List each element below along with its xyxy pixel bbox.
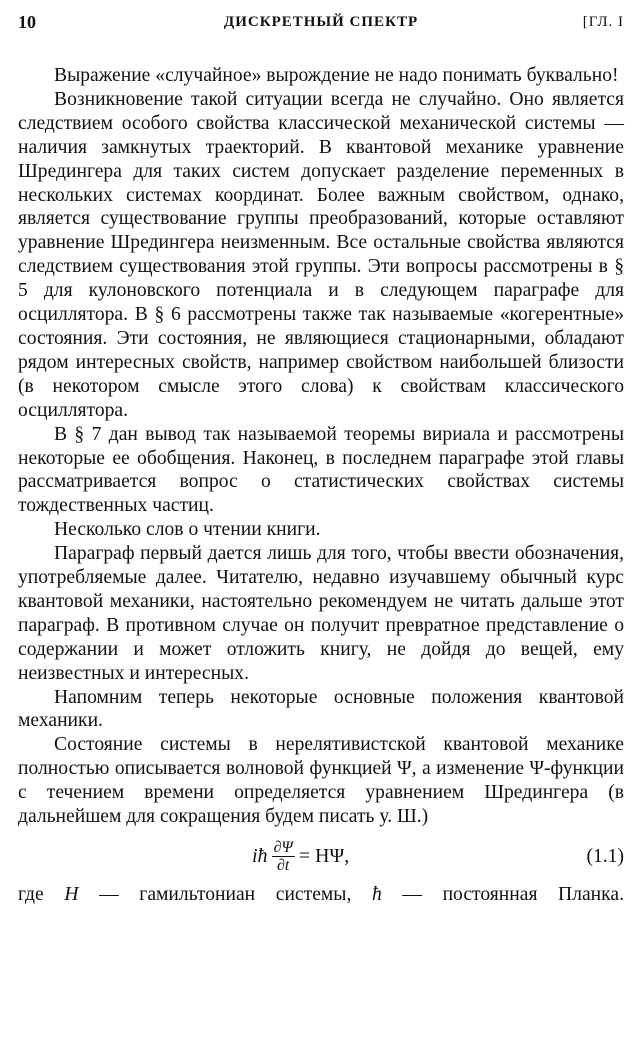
planck-symbol: ħ	[371, 884, 382, 905]
paragraph: Возникновение такой ситуации всегда не случайно. Оно является следствием особого свойства классической механической системы — наличия замкнутых траекторий. В квантовой механике уравнение Шредингера для таких систем допускает разделение переменных в нескольких системах координат. Более важным свойством, однако, является существование группы преобразований, которые оставляют уравнение Шредингера неизменным. Все остальные свойства являются следствием существования этой группы. Эти вопросы рассмотрены в § 5 для кулоновского потенциала и в следующем параграфе для осциллятора. В § 6 рассмотрены также так называемые «когерентные» состояния. Эти состояния, не являющиеся стационарными, обладают рядом интересных свойств, например свойством наибольшей близости (в некотором смысле этого слова) к свойствам классического осциллятора.	[18, 88, 624, 421]
closing-middle: — гамильтониан системы,	[99, 884, 352, 905]
paragraph: Выражение «случайное» вырождение не надо понимать буквально!	[54, 65, 619, 86]
paragraph: Состояние системы в нерелятивистской квантовой механике полностью описывается волновой функцией Ψ, а изменение Ψ-функции с течением времени определяется уравнением Шредингера (в дальнейшем для сокращения будем писать у. Ш.)	[18, 734, 624, 828]
fraction-denominator: ∂t	[276, 857, 290, 874]
closing-end: — постоянная Планка.	[402, 884, 624, 905]
running-head	[18, 8, 624, 36]
page-number: 10	[18, 12, 36, 32]
equation-row	[18, 833, 624, 879]
equation-rhs: = HΨ,	[298, 844, 350, 867]
schrodinger-equation	[252, 839, 349, 874]
paragraph: Параграф первый дается лишь для того, чтобы ввести обозначения, употребляемые далее. Читателю, недавно изучавшему обычный курс квантовой механики, настоятельно рекомендуем не читать дальше этот параграф. В противном случае он получит превратное представление о содержании и может отложить книгу, не дойдя до вещей, ему неизвестных и интересных.	[18, 543, 624, 684]
hamiltonian-symbol: H	[64, 884, 79, 905]
fraction-numerator: ∂Ψ	[273, 839, 293, 856]
closing-line	[18, 883, 624, 907]
equation-fraction	[272, 839, 295, 874]
equation-number: (1.1)	[586, 846, 624, 867]
equation-prefix: iħ	[252, 844, 268, 867]
closing-start: где	[18, 884, 44, 905]
paragraph: В § 7 дан вывод так называемой теоремы вириала и рассмотрены некоторые ее обобщения. Наконец, в последнем параграфе этой главы рассматривается вопрос о статистических свойствах системы тождественных частиц.	[18, 423, 624, 517]
paragraph: Напомним теперь некоторые основные положения квантовой механики.	[18, 686, 624, 732]
running-title: ДИСКРЕТНЫЙ СПЕКТР	[223, 14, 419, 30]
body-text	[18, 64, 624, 907]
chapter-marker: [ГЛ. I	[582, 14, 624, 30]
paragraph: Несколько слов о чтении книги.	[54, 519, 321, 541]
book-page	[18, 8, 624, 1038]
